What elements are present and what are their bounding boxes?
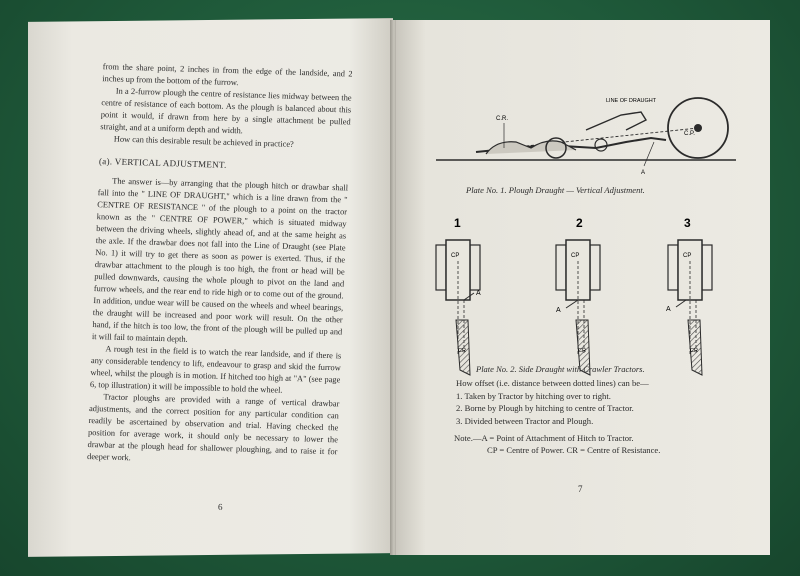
- plate1-plough-diagram: [436, 90, 736, 175]
- lever-arm: [586, 112, 646, 130]
- label-line-of-draught: LINE OF DRAUGHT: [606, 98, 657, 104]
- track-right: [470, 245, 480, 290]
- side-draught-diagram-3: [666, 216, 712, 375]
- plate1-caption: Plate No. 1. Plough Draught — Vertical Adjustment.: [466, 185, 645, 195]
- plate2-caption: Plate No. 2. Side Draught with Crawler Tractors.: [476, 364, 645, 374]
- paragraph: A rough test in the field is to watch the rear landside, and if there is any considerable tendency to lift, endeavour to grasp and skid the furrow wheel, whilst the plough is in motion. If hitched too high at "A" (see page 6, top illustration) it will be impossible to hold the wheel.: [89, 344, 342, 395]
- note-line: CP = Centre of Power. CR = Centre of Resistance.: [487, 445, 661, 455]
- offset-list: [456, 377, 756, 427]
- offset-item: 3. Divided between Tractor and Plough.: [456, 415, 594, 426]
- label-cp: CP: [451, 253, 460, 259]
- label-cp: CP: [683, 253, 692, 259]
- label-cr: C.R.: [496, 116, 508, 122]
- note-block: [454, 432, 754, 456]
- hitch-line: [566, 300, 578, 308]
- label-cr: CR: [578, 348, 586, 354]
- paragraph: In a 2-furrow plough the centre of resistance lies midway between the centre of resistance of each bottom. As the plough is balanced about this point it would, if drawn from here by a single attachment be pulled straight, and at a uniform depth and width.: [100, 86, 352, 136]
- right-page: [396, 20, 770, 555]
- label-cp: CP: [571, 253, 580, 259]
- offset-question: How offset (i.e. distance between dotted lines) can be—: [456, 378, 649, 388]
- diagram-number: 3: [684, 216, 691, 230]
- paragraph: How can this desirable result be achieved in practice?: [113, 134, 294, 149]
- a-pointer: [644, 142, 654, 166]
- paragraph: from the share point, 2 inches in from the edge of the landside, and 2 inches up from the bottom of the furrow.: [102, 62, 353, 88]
- plough-bodies: [486, 141, 576, 154]
- offset-item: 1. Taken by Tractor by hitching over to right.: [456, 390, 611, 401]
- label-a: A: [641, 170, 646, 175]
- track-left: [556, 245, 566, 290]
- diagram-number: 2: [576, 216, 583, 230]
- left-page-text: [87, 61, 353, 470]
- label-cr: CR: [458, 348, 466, 354]
- page-number-left: 6: [218, 501, 223, 512]
- label-a: A: [476, 290, 481, 297]
- track-left: [668, 245, 678, 290]
- track-left: [436, 245, 446, 290]
- page-number-right: 7: [578, 484, 583, 494]
- label-a: A: [666, 306, 671, 313]
- paragraph: The answer is—by arranging that the plough hitch or drawbar shall fall into the " LINE OF DRAUGHT," which is a line drawn from the " CENTRE OF RESISTANCE " of the plough to a point on the tractor known as the " CENTRE OF POWER," which is situated midway between the driving wheels, slightly ahead of, and at the same height as the axle. If the drawbar does not fall into the Line of Draught (see Plate No. 1) it will try to get there as soon as power is exerted. Thus, if the drawbar attachment to the plough is too high, the front or head will be pulled downwards, causing the whole plough to pivot on the land and furrow wheels, and the rear end to ride high or to come out of the ground. In addition, undue wear will be caused on the wheels and wheel bearings, the draught will be increased and poor work will result. On the other hand, if the hitch is too low, the front of the plough will be pulled up and it will fail to maintain depth.: [91, 176, 349, 344]
- diagram-number: 1: [454, 216, 461, 230]
- plate2-crawler-diagrams: [426, 215, 756, 380]
- left-page: [28, 18, 393, 557]
- label-a: A: [556, 307, 561, 314]
- open-booklet: [28, 20, 770, 555]
- track-right: [590, 245, 600, 290]
- track-right: [702, 245, 712, 290]
- offset-item: 2. Borne by Plough by hitching to centre of Tractor.: [456, 403, 634, 413]
- note-line: Note.—A = Point of Attachment of Hitch to Tractor.: [454, 433, 634, 443]
- hitch-line: [676, 300, 686, 307]
- label-cp: C.P.: [684, 131, 695, 137]
- side-draught-diagram-2: [556, 216, 600, 375]
- furrow-wheel: [595, 139, 607, 151]
- section-heading: (a). VERTICAL ADJUSTMENT.: [98, 156, 227, 170]
- side-draught-diagram-1: [436, 216, 481, 375]
- paragraph: Tractor ploughs are provided with a range of vertical drawbar adjustments, and the correct position for any particular condition can readily be ascertained by observation and trial. Having checked the position for average work, it should only be necessary to lower the drawbar at the plough head for shallower ploughing, and to raise it for deeper work.: [86, 392, 340, 463]
- label-cr: CR: [690, 348, 698, 354]
